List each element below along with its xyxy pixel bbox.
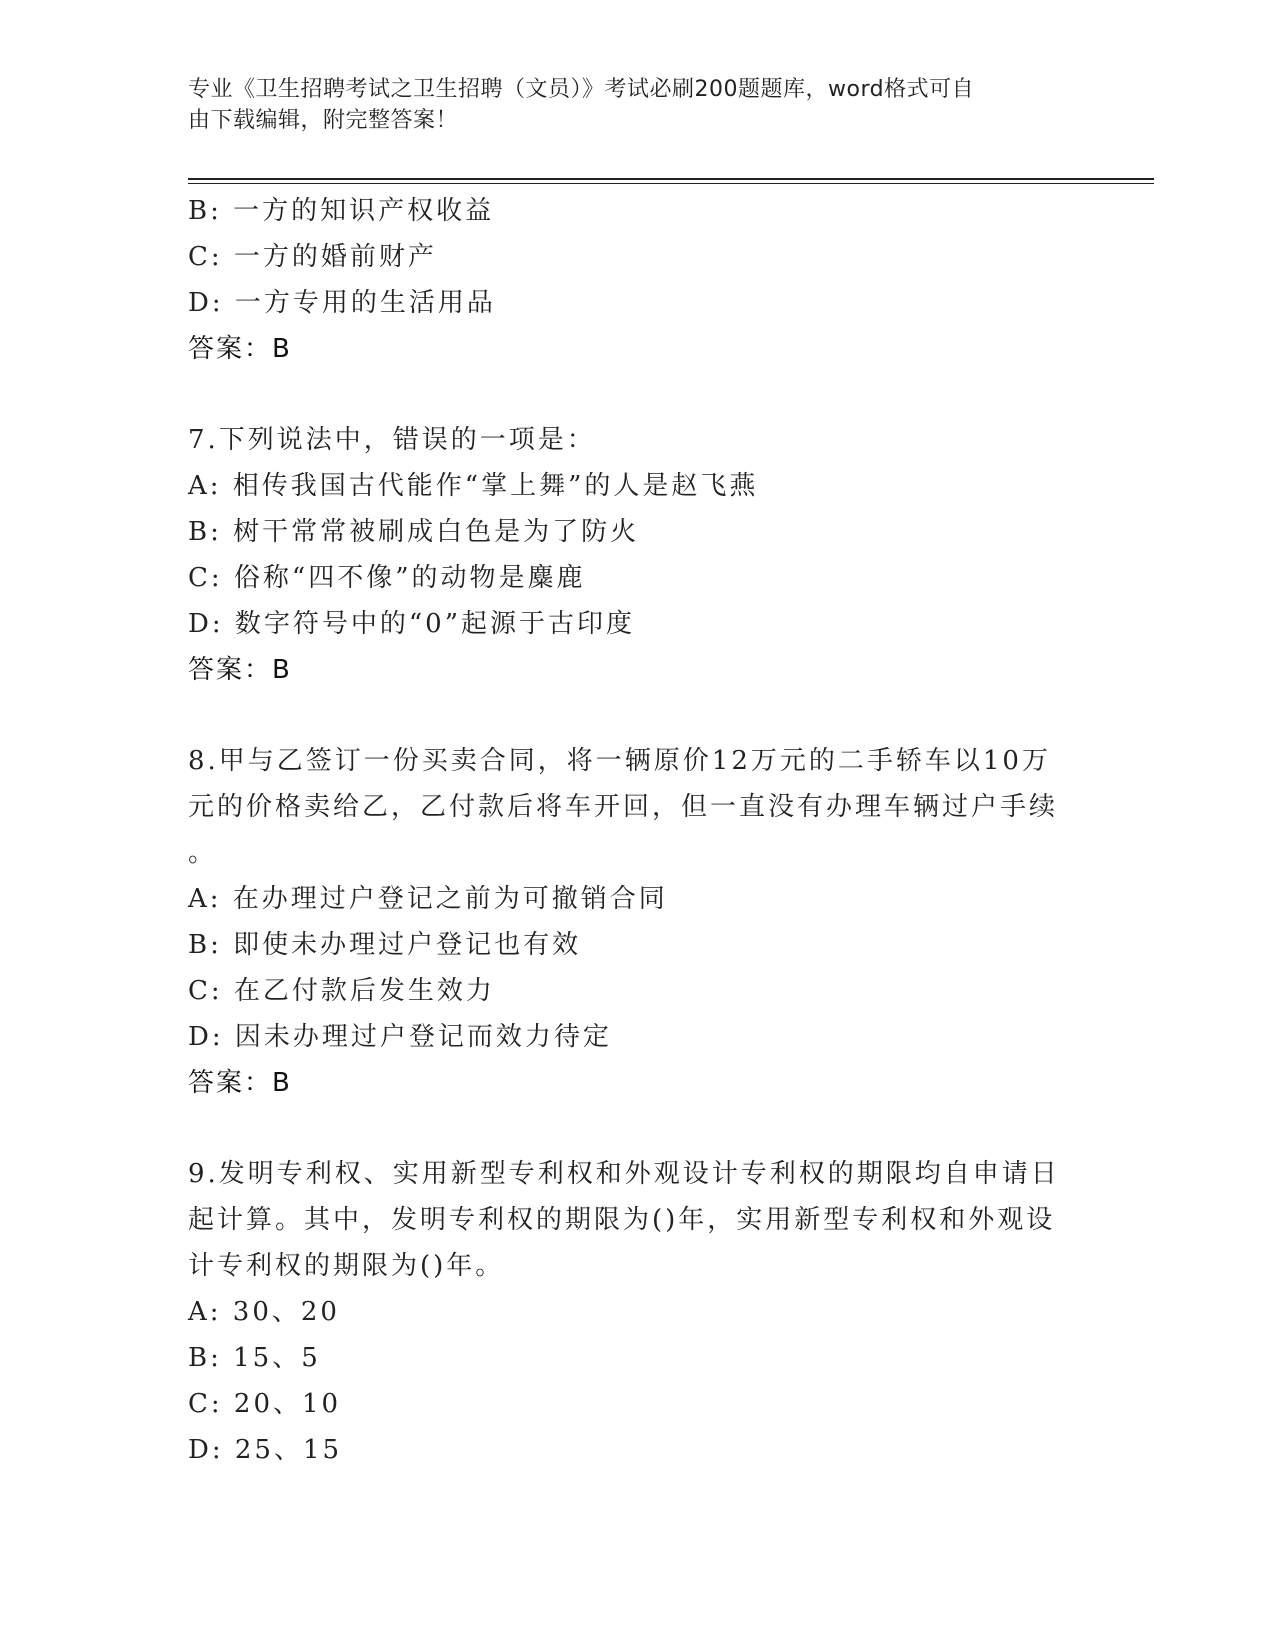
question-7 — [188, 417, 1088, 693]
question-stem-line-2: 元的价格卖给乙，乙付款后将车开回，但一直没有办理车辆过户手续 — [188, 792, 1059, 822]
option-b: B: 一方的知识产权收益 — [188, 196, 495, 226]
option-d: D: 一方专用的生活用品 — [188, 288, 496, 318]
document-header — [188, 74, 1078, 136]
question-stem: 7.下列说法中，错误的一项是： — [188, 425, 596, 455]
option-b: B: 15、5 — [188, 1343, 321, 1373]
option-c: C: 在乙付款后发生效力 — [188, 976, 495, 1006]
header-divider-thick — [188, 178, 1154, 180]
header-line-1: 专业《卫生招聘考试之卫生招聘（文员）》考试必刷200题题库，word格式可自 — [188, 77, 975, 102]
option-c: C: 20、10 — [188, 1389, 342, 1419]
option-b: B: 树干常常被刷成白色是为了防火 — [188, 517, 640, 547]
option-d: D: 25、15 — [188, 1435, 343, 1465]
answer-line: 答案：B — [188, 655, 292, 685]
answer-line: 答案：B — [188, 334, 292, 364]
question-9 — [188, 1151, 1088, 1473]
question-stem-line-2: 起计算。其中，发明专利权的期限为()年，实用新型专利权和外观设 — [188, 1205, 1056, 1235]
option-c: C: 一方的婚前财产 — [188, 242, 437, 272]
option-a: A: 相传我国古代能作“掌上舞”的人是赵飞燕 — [188, 471, 759, 501]
answer-line: 答案：B — [188, 1068, 292, 1098]
document-body — [188, 188, 1088, 1473]
question-stem-line-3: 计专利权的期限为()年。 — [188, 1251, 505, 1281]
option-d: D: 数字符号中的“0”起源于古印度 — [188, 609, 635, 639]
option-a: A: 在办理过户登记之前为可撤销合同 — [188, 884, 668, 914]
header-divider-thin — [188, 183, 1154, 184]
option-b: B: 即使未办理过户登记也有效 — [188, 930, 582, 960]
question-8 — [188, 738, 1088, 1106]
question-stem-line-1: 9.发明专利权、实用新型专利权和外观设计专利权的期限均自申请日 — [188, 1159, 1060, 1189]
option-a: A: 30、20 — [188, 1297, 340, 1327]
option-c: C: 俗称“四不像”的动物是麋鹿 — [188, 563, 586, 593]
question-6-continued — [188, 188, 1088, 372]
question-stem-line-3: 。 — [188, 838, 218, 868]
option-d: D: 因未办理过户登记而效力待定 — [188, 1022, 612, 1052]
header-line-2: 由下载编辑，附完整答案！ — [188, 108, 459, 133]
question-stem-line-1: 8.甲与乙签订一份买卖合同，将一辆原价12万元的二手轿车以10万 — [188, 746, 1051, 776]
